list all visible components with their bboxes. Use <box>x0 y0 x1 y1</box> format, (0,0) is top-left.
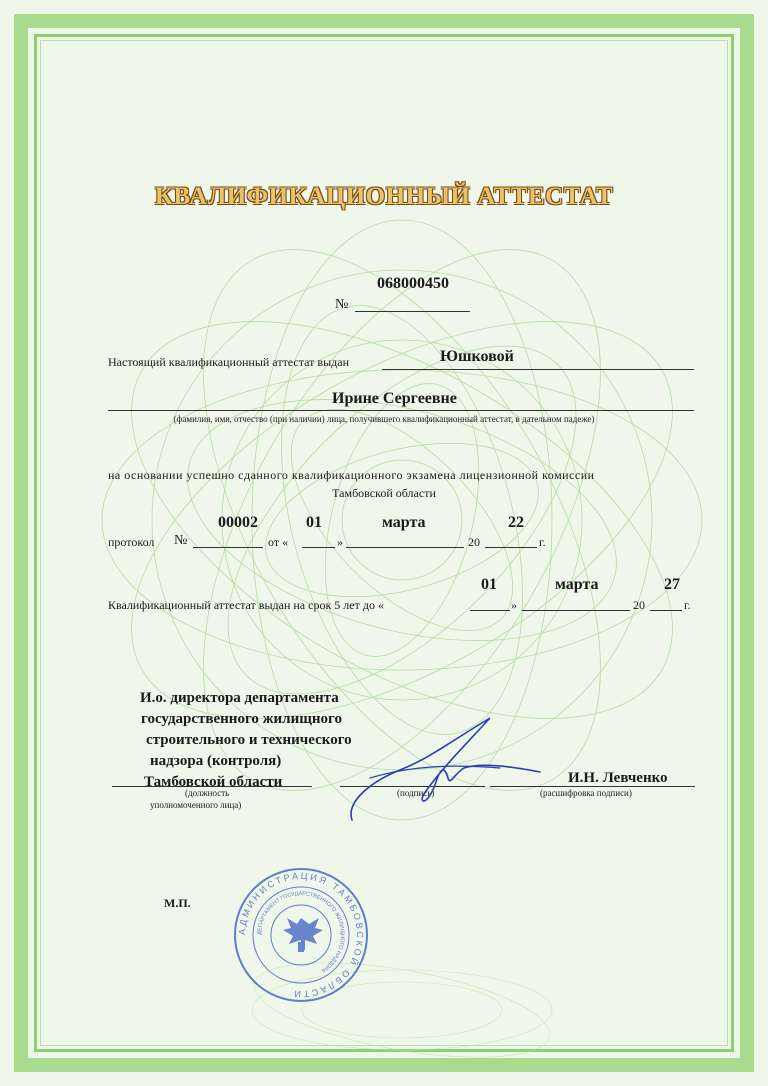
validity-close-quote: » <box>511 598 517 612</box>
double-headed-eagle-icon <box>283 918 323 952</box>
validity-day-underline <box>470 610 510 611</box>
protocol-month-underline <box>346 547 464 548</box>
recipient-surname: Юшковой <box>440 348 514 365</box>
basis-text: на основании успешно сданного квалификационного экзамена лицензионной комиссии <box>108 468 595 482</box>
protocol-number: 00002 <box>218 514 258 531</box>
validity-year-prefix: 20 <box>633 598 645 612</box>
protocol-label: протокол <box>108 535 155 549</box>
signatory-name: И.Н. Левченко <box>568 770 668 786</box>
protocol-close-quote: » <box>337 535 343 549</box>
protocol-from: от « <box>268 535 289 549</box>
validity-month: марта <box>555 576 599 593</box>
validity-year-underline <box>650 610 682 611</box>
stamp-inner-text: ДЕПАРТАМЕНТ ГОСУДАРСТВЕННОГО ЖИЛИЩНОГО НАДЗОРА <box>256 890 346 974</box>
recipient-name: Ирине Сергеевне <box>332 390 457 407</box>
recipient-caption: (фамилия, имя, отчество (при наличии) лица, получившего квалификационный аттестат, в дательном падеже) <box>173 414 595 424</box>
protocol-number-underline <box>193 547 263 548</box>
validity-year-suffix: г. <box>684 598 691 612</box>
name-underline <box>108 410 694 411</box>
position-line: И.о. директора департамента <box>140 690 339 706</box>
name-decoding-caption: (расшифровка подписи) <box>540 788 632 798</box>
number-symbol: № <box>335 297 349 312</box>
issued-to-label: Настоящий квалификационный аттестат выдан <box>108 355 349 369</box>
basis-region: Тамбовской области <box>332 486 436 500</box>
position-underline <box>112 786 312 787</box>
number-underline <box>355 311 470 312</box>
validity-day: 01 <box>481 576 497 593</box>
certificate-number: 068000450 <box>377 275 449 292</box>
position-line: надзора (контроля) <box>150 753 282 769</box>
surname-underline <box>382 369 694 370</box>
document-title: КВАЛИФИКАЦИОННЫЙ АТТЕСТАТ <box>154 183 614 210</box>
protocol-day: 01 <box>306 514 322 531</box>
official-stamp <box>232 866 370 1004</box>
position-line: государственного жилищного <box>141 711 342 727</box>
position-caption-2: уполномоченного лица) <box>150 800 242 810</box>
signature-caption: (подпись) <box>397 788 435 798</box>
handwritten-signature <box>340 712 560 827</box>
stamp-label: М.П. <box>164 896 191 910</box>
signatory-position <box>140 688 352 793</box>
validity-text: Квалификационный аттестат выдан на срок 5 лет до « <box>108 598 384 612</box>
position-caption-1: (должность <box>185 788 230 798</box>
protocol-symbol: № <box>174 533 188 548</box>
validity-year: 27 <box>664 576 680 593</box>
protocol-month: марта <box>382 514 426 531</box>
protocol-day-underline <box>302 547 335 548</box>
position-line: Тамбовской области <box>144 774 283 790</box>
position-line: строительного и технического <box>146 732 352 748</box>
protocol-year: 22 <box>508 514 524 531</box>
protocol-year-prefix: 20 <box>468 535 480 549</box>
stamp-ring-text: АДМИНИСТРАЦИЯ ТАМБОВСКОЙ ОБЛАСТИ <box>236 870 366 1000</box>
validity-month-underline <box>522 610 630 611</box>
protocol-year-underline <box>485 547 537 548</box>
protocol-year-suffix: г. <box>539 535 546 549</box>
